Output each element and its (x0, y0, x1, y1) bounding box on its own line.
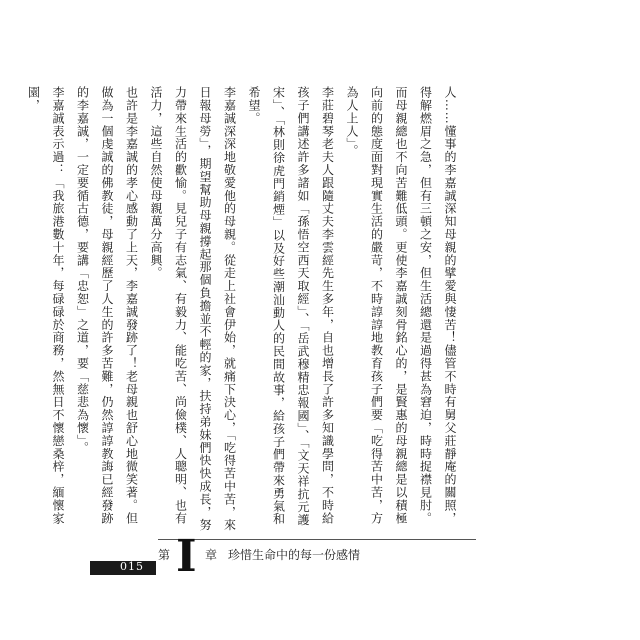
paragraph-1: 人……懂事的李嘉誠深知母親的擘愛與悽苦！儘管不時有舅父莊靜庵的關照，得解燃眉之急，但有三頓之安，但生活總還是過得甚為窘迫，時時捉襟見肘。而母親總也不向苦難低頭。更使李嘉誠刻骨銘心的，是賢惠的母親總是以積極向前的態度面對現實生活的嚴苛，不時諄諄地教育孩子們要「吃得苦中苦，方為人上人」。 (345, 86, 457, 525)
page-number: 015 (120, 560, 144, 573)
paragraph-2: 李莊碧琴老夫人跟隨丈夫李雲經先生多年，自也增長了許多知識學問，不時給孩子們講述許多諸如「孫悟空西天取經」、「岳武穆精忠報國」、「文天祥抗元護宋」、「林則徐虎門銷煙」以及好些潮汕動人的民間故事，給孩子們帶來勇氣和希望。 (247, 86, 335, 527)
chapter-numeral: I (176, 531, 197, 582)
paragraph-4: 也許是李嘉誠的孝心感動了上天，李嘉誠發跡了！老母親也舒心地微笑著。但做為一個虔誠的佛教徒，母親經歷了人生的許多苦難，仍然諄諄教誨已經發跡的李嘉誠，一定要循古德，要講「忠恕」之道，要「慈悲為懷」。 (75, 86, 139, 525)
chapter-prefix: 第 (158, 548, 171, 562)
body-text (26, 86, 462, 534)
footer-rule (158, 539, 476, 540)
paragraph-5: 李嘉誠表示過：「我旅港數十年，每碌碌於商務，然無日不懷戀桑梓，緬懷家園， (26, 86, 65, 525)
paragraph-3: 李嘉誠深深地敬愛他的母親。從走上社會伊始，就痛下決心，「吃得苦中苦，來日報母勞」，期望幫助母親撐起那個負擔並不輕的家，扶持弟妹們快快成長，努力帶來生活的歡愉。見兒子有志氣、有毅力、能吃苦、尚儉樸、人聰明、也有活力，這些自然使母親萬分高興。 (149, 86, 237, 532)
chapter-suffix: 章 (205, 548, 218, 562)
chapter-title: 珍惜生命中的每一份感情 (228, 548, 361, 562)
